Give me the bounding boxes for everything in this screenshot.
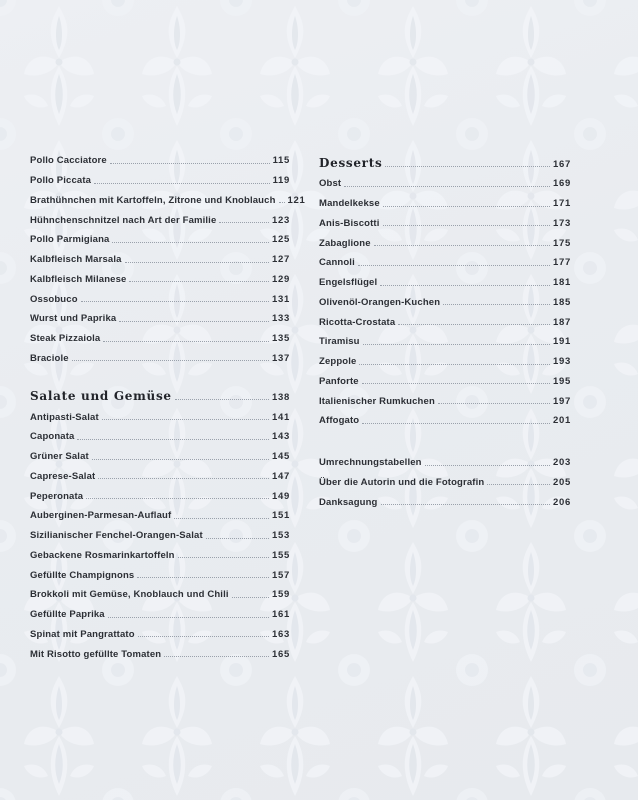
toc-entry-label: Antipasti-Salat — [30, 411, 99, 423]
dotted-leader — [129, 281, 269, 282]
dotted-leader — [362, 423, 550, 424]
dotted-leader — [398, 324, 550, 325]
toc-entry-page: 141 — [272, 411, 290, 423]
dotted-leader — [438, 403, 550, 404]
toc-entry-page: 131 — [272, 293, 290, 305]
toc-entry-label: Ossobuco — [30, 293, 78, 305]
toc-entry-page: 119 — [272, 175, 290, 186]
toc-entry-label: Wurst und Paprika — [30, 313, 117, 325]
dotted-leader — [110, 163, 270, 164]
toc-entry-page: 151 — [272, 510, 290, 522]
toc-entry-page: 185 — [553, 296, 571, 308]
dotted-leader — [279, 202, 285, 203]
toc-entry-page: 145 — [272, 451, 290, 462]
toc-entry-label: Mit Risotto gefüllte Tomaten — [30, 648, 162, 660]
dotted-leader — [98, 478, 269, 479]
toc-entry-page: 165 — [272, 648, 290, 660]
toc-entry — [30, 348, 290, 368]
toc-entry-page: 163 — [272, 628, 290, 640]
toc-entry — [319, 452, 571, 472]
toc-entry-page: 169 — [553, 178, 571, 190]
toc-entry-page: 181 — [553, 277, 571, 288]
toc-entry — [30, 229, 290, 249]
toc-entry-label: Gefüllte Paprika — [30, 609, 105, 620]
dotted-leader — [81, 301, 269, 302]
toc-entry — [30, 190, 306, 210]
toc-entry-page: 159 — [272, 589, 290, 601]
section-page-number: 167 — [553, 158, 571, 170]
section-title: Desserts — [319, 156, 383, 170]
toc-entry-page: 171 — [553, 198, 571, 209]
dotted-leader — [363, 344, 550, 345]
toc-entry-page: 143 — [272, 431, 290, 443]
toc-entry-label: Affogato — [319, 415, 360, 427]
toc-entry-page: 123 — [272, 214, 290, 226]
dotted-leader — [359, 364, 550, 365]
toc-entry — [319, 472, 571, 492]
toc-entry — [30, 466, 290, 486]
toc-entry-label: Engelsflügel — [319, 277, 378, 288]
toc-entry — [30, 604, 290, 624]
toc-entry-page: 195 — [553, 375, 571, 387]
dotted-leader — [362, 383, 550, 384]
toc-entry-label: Pollo Piccata — [30, 175, 92, 186]
toc-entry-page: 197 — [553, 395, 571, 407]
toc-section — [30, 383, 290, 663]
toc-section — [319, 452, 571, 511]
toc-entry — [30, 525, 290, 545]
toc-entry-label: Kalbfleisch Milanese — [30, 273, 127, 285]
toc-entry — [30, 584, 290, 604]
dotted-leader — [380, 285, 550, 286]
toc-entry-page: 203 — [553, 457, 571, 468]
toc-entry-label: Anis-Biscotti — [319, 217, 380, 229]
toc-entry-page: 129 — [272, 273, 290, 285]
toc-entry-page: 125 — [272, 234, 290, 246]
dotted-leader — [137, 577, 269, 578]
toc-entry — [319, 351, 571, 371]
toc-entry-label: Caponata — [30, 431, 75, 443]
section-page-number: 138 — [272, 391, 290, 403]
dotted-leader — [383, 206, 550, 207]
toc-entry — [30, 426, 290, 446]
toc-entry-page: 205 — [553, 476, 571, 488]
toc-entry — [30, 624, 290, 644]
toc-entry-page: 155 — [272, 549, 290, 561]
toc-entry-page: 177 — [553, 257, 571, 269]
toc-entry-label: Auberginen-Parmesan-Auflauf — [30, 510, 172, 522]
toc-entry-label: Braciole — [30, 352, 69, 364]
toc-entry — [319, 311, 571, 331]
toc-entry — [30, 545, 290, 565]
toc-entry-label: Spinat mit Pangrattato — [30, 628, 135, 640]
dotted-leader — [102, 419, 269, 420]
dotted-leader — [443, 304, 550, 305]
toc-entry-label: Olivenöl-Orangen-Kuchen — [319, 296, 441, 308]
dotted-leader — [94, 183, 269, 184]
toc-entry — [30, 288, 290, 308]
toc-entry-page: 147 — [272, 470, 290, 482]
toc-entry-label: Sizilianischer Fenchel-Orangen-Salat — [30, 530, 203, 541]
dotted-leader — [374, 245, 550, 246]
toc-entry — [30, 446, 290, 466]
toc-entry — [319, 371, 571, 391]
toc-entry-page: 201 — [553, 415, 571, 427]
toc-entry-page: 161 — [272, 609, 290, 620]
toc-entry — [319, 272, 571, 292]
toc-entry — [30, 150, 290, 170]
toc-entry — [30, 170, 290, 190]
toc-entry — [319, 292, 571, 312]
dotted-leader — [358, 265, 550, 266]
toc-entry — [319, 193, 571, 213]
toc-entry-label: Über die Autorin und die Fotografin — [319, 476, 485, 488]
toc-entry-label: Gefüllte Champignons — [30, 569, 135, 581]
dotted-leader — [119, 321, 269, 322]
dotted-leader — [72, 360, 269, 361]
toc-entry-label: Panforte — [319, 375, 359, 387]
toc-entry — [319, 410, 571, 430]
toc-entry-label: Steak Pizzaiola — [30, 333, 101, 344]
dotted-leader — [383, 225, 551, 226]
toc-entry-page: 157 — [272, 569, 290, 581]
toc-entry-label: Brathühnchen mit Kartoffeln, Zitrone und Knoblauch — [30, 194, 276, 206]
toc-entry — [30, 328, 290, 348]
toc-entry-label: Obst — [319, 178, 342, 190]
dotted-leader — [138, 636, 269, 637]
dotted-leader — [381, 504, 551, 505]
toc-entry-label: Brokkoli mit Gemüse, Knoblauch und Chili — [30, 589, 229, 601]
dotted-leader — [178, 557, 269, 558]
toc-entry-page: 206 — [553, 496, 571, 508]
toc-entry — [30, 209, 290, 229]
toc-entry-page: 127 — [272, 254, 290, 265]
toc-entry-label: Grüner Salat — [30, 451, 89, 462]
dotted-leader — [219, 222, 269, 223]
dotted-leader — [103, 341, 269, 342]
dotted-leader — [206, 538, 269, 539]
toc-entry-page: 121 — [287, 194, 306, 206]
toc-entry — [30, 406, 290, 426]
toc-entry — [319, 252, 571, 272]
toc-entry-label: Gebackene Rosmarinkartoffeln — [30, 549, 175, 561]
dotted-leader — [112, 242, 269, 243]
toc-entry — [319, 213, 571, 233]
toc-entry — [319, 331, 571, 351]
toc-entry-label: Umrechnungstabellen — [319, 457, 422, 468]
dotted-leader — [125, 262, 269, 263]
toc-entry — [30, 249, 290, 269]
toc-entry-label: Zabaglione — [319, 237, 371, 249]
toc-section-header — [30, 383, 290, 406]
dotted-leader — [425, 465, 550, 466]
dotted-leader — [344, 186, 550, 187]
toc-entry-label: Peperonata — [30, 490, 84, 502]
toc-entry-page: 193 — [553, 356, 571, 367]
toc-entry-page: 149 — [272, 490, 290, 502]
toc-entry-page: 187 — [553, 316, 571, 328]
toc-entry-label: Kalbfleisch Marsala — [30, 254, 122, 265]
toc-entry — [30, 643, 290, 663]
dotted-leader — [86, 498, 269, 499]
toc-entry-label: Caprese-Salat — [30, 470, 96, 482]
dotted-leader — [77, 439, 269, 440]
toc-entry — [30, 308, 290, 328]
section-title: Salate und Gemüse — [30, 389, 172, 404]
dotted-leader — [487, 484, 550, 485]
toc-entry — [319, 173, 571, 193]
toc-entry-label: Mandelkekse — [319, 198, 380, 209]
toc-entry — [30, 485, 290, 505]
dotted-leader — [385, 166, 550, 167]
toc-entry-label: Ricotta-Crostata — [319, 316, 396, 328]
toc-entry — [30, 269, 290, 289]
toc-entry-page: 133 — [272, 313, 290, 325]
toc-entry-page: 137 — [272, 352, 290, 364]
dotted-leader — [174, 518, 269, 519]
toc-entry-page: 173 — [553, 217, 571, 229]
toc-section — [319, 150, 571, 430]
toc-entry — [319, 390, 571, 410]
toc-entry-label: Hühnchenschnitzel nach Art der Familie — [30, 214, 217, 226]
toc-entry-label: Danksagung — [319, 496, 378, 508]
dotted-leader — [232, 597, 269, 598]
toc-entry-label: Zeppole — [319, 356, 357, 367]
toc-entry — [30, 505, 290, 525]
toc-entry-label: Tiramisu — [319, 336, 360, 348]
toc-entry-label: Pollo Parmigiana — [30, 234, 110, 246]
toc-section — [30, 150, 306, 367]
toc-entry-label: Italienischer Rumkuchen — [319, 395, 435, 407]
toc-entry — [319, 232, 571, 252]
toc-column-left — [30, 150, 306, 663]
dotted-leader — [92, 459, 269, 460]
toc-entry-page: 191 — [553, 336, 571, 348]
toc-entry-page: 135 — [272, 333, 290, 344]
toc-entry-label: Pollo Cacciatore — [30, 155, 107, 167]
toc-column-right — [319, 150, 571, 511]
toc-entry-page: 175 — [553, 237, 571, 249]
dotted-leader — [108, 617, 269, 618]
toc-entry-label: Cannoli — [319, 257, 355, 269]
toc-entry-page: 115 — [272, 155, 290, 167]
dotted-leader — [175, 399, 269, 400]
toc-section-header — [319, 150, 571, 173]
toc-entry — [30, 564, 290, 584]
toc-entry — [319, 491, 571, 511]
dotted-leader — [164, 656, 269, 657]
toc-entry-page: 153 — [272, 530, 290, 541]
